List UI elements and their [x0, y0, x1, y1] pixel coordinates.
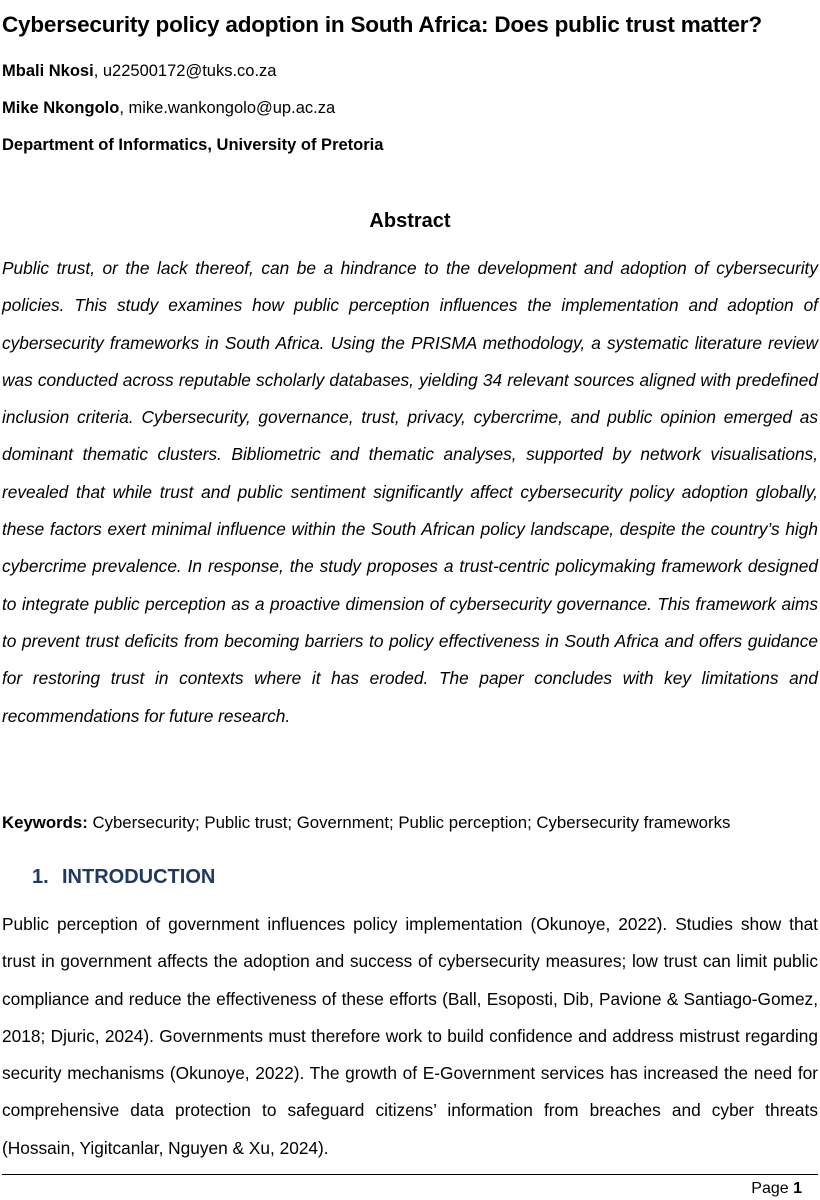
author-line [2, 62, 276, 81]
keywords-label: Keywords: [2, 813, 88, 832]
author-separator: , [119, 99, 129, 117]
author-name: Mike Nkongolo [2, 99, 120, 117]
author-email: u22500172@tuks.co.za [102, 62, 277, 80]
paper-title: Cybersecurity policy adoption in South Africa: Does public trust matter? [2, 12, 762, 37]
section-number: 1. [32, 866, 49, 888]
footer-divider [2, 1174, 818, 1175]
abstract-body: Public trust, or the lack thereof, can be a hindrance to the development and adoption of cybersecurity policies. This study examines how public perception influences the implementation and adoption of cybersecurity frameworks in South Africa. Using the PRISMA methodology, a systematic literature review was conducted across reputable scholarly databases, yielding 34 relevant sources aligned with predefined inclusion criteria. Cybersecurity, governance, trust, privacy, cybercrime, and public opinion emerged as dominant thematic clusters. Bibliometric and thematic analyses, supported by network visualisations, revealed that while trust and public sentiment significantly affect cybersecurity policy adoption globally, these factors exert minimal influence within the South African policy landscape, despite the country’s high cybercrime prevalence. In response, the study proposes a trust-centric policymaking framework designed to integrate public perception as a proactive dimension of cybersecurity governance. This framework aims to prevent trust deficits from becoming barriers to policy effectiveness in South Africa and offers guidance for restoring trust in contexts where it has eroded. The paper concludes with key limitations and recommendations for future research. [2, 258, 818, 726]
introduction-body: Public perception of government influences policy implementation (Okunoye, 2022). Studies show that trust in government affects the adoption and success of cybersecurity measures; low trust can limit public compliance and reduce the effectiveness of these efforts (Ball, Esoposti, Dib, Pavione & Santiago-Gomez, 2018; Djuric, 2024). Governments must therefore work to build confidence and address mistrust regarding security mechanisms (Okunoye, 2022). The growth of E-Government services has increased the need for comprehensive data protection to safeguard citizens’ information from breaches and cyber threats (Hossain, Yigitcanlar, Nguyen & Xu, 2024). [2, 914, 818, 1158]
section-heading-introduction [32, 866, 215, 889]
abstract-heading: Abstract [369, 210, 451, 232]
keywords-text: Cybersecurity; Public trust; Government; Public perception; Cybersecurity frameworks [92, 813, 731, 832]
section-title: INTRODUCTION [62, 866, 216, 888]
page-label: Page [751, 1180, 789, 1197]
author-separator: , [93, 62, 103, 80]
page-footer [751, 1180, 802, 1198]
author-email: mike.wankongolo@up.ac.za [128, 99, 336, 117]
keywords [2, 813, 818, 833]
author-line [2, 99, 335, 118]
author-name: Mbali Nkosi [2, 62, 94, 80]
affiliation: Department of Informatics, University of Pretoria [2, 136, 384, 154]
page-number: 1 [793, 1180, 802, 1197]
